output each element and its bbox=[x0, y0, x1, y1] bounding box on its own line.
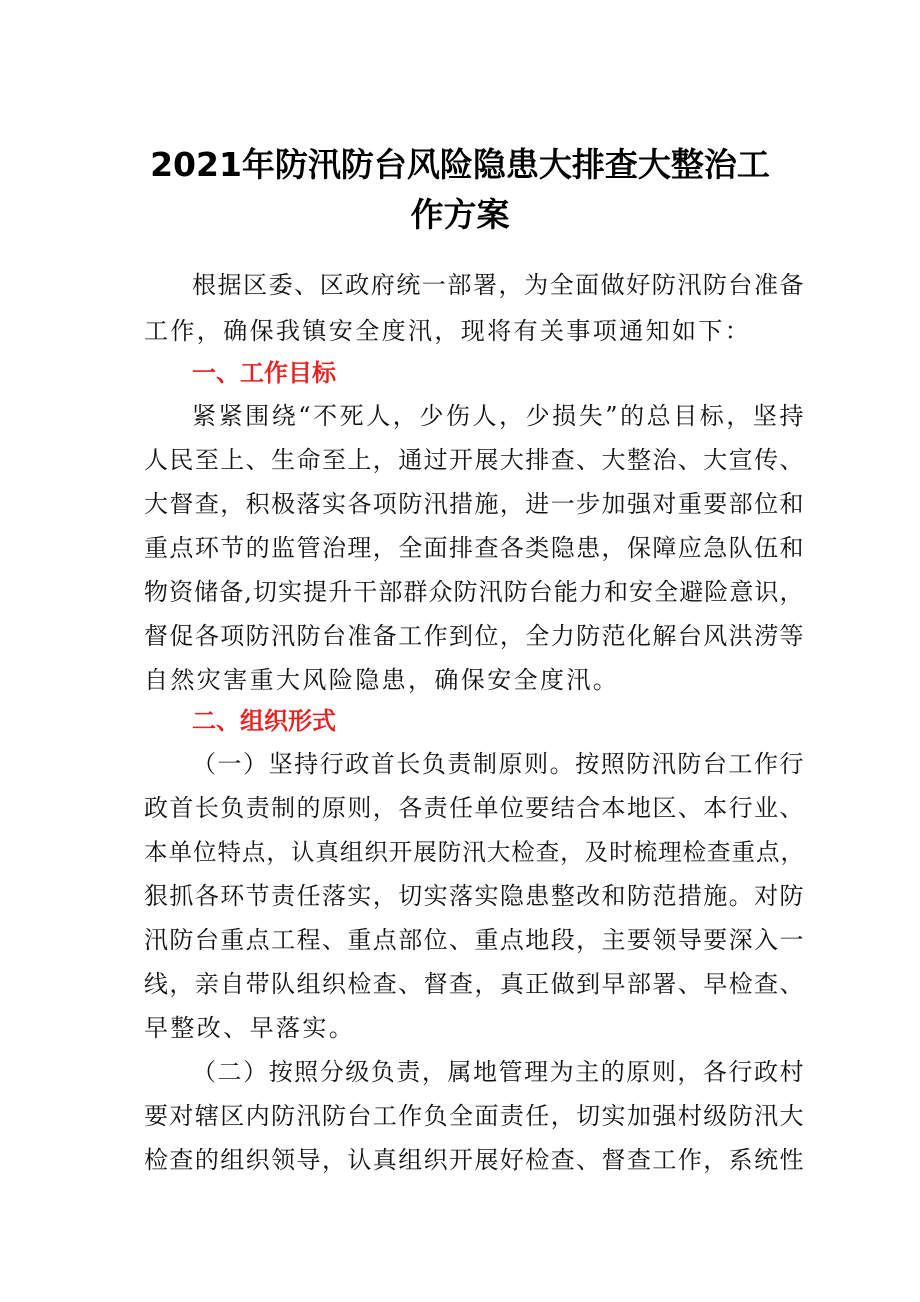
section-2-para-2-line-1: （二）按照分级负责，属地管理为主的原则，各行政村 bbox=[192, 1058, 804, 1086]
section-2-para-1-line-6: 线，亲自带队组织检查、督查，真正做到早部署、早检查、 bbox=[144, 970, 804, 998]
section-2-para-2-line-2: 要对辖区内防汛防台工作负全面责任，切实加强村级防汛大 bbox=[144, 1102, 804, 1130]
section-1-line-7: 自然灾害重大风险隐患，确保安全度汛。 bbox=[144, 666, 620, 694]
section-1-line-1: 紧紧围绕“不死人，少伤人，少损失”的总目标，坚持 bbox=[192, 402, 804, 430]
document-title-line-1: 2021年防汛防台风险隐患大排查大整治工 bbox=[150, 145, 770, 184]
section-2-para-1-line-3: 本单位特点，认真组织开展防汛大检查，及时梳理检查重点， bbox=[144, 838, 804, 866]
section-1-line-3: 大督查，积极落实各项防汛措施，进一步加强对重要部位和 bbox=[144, 490, 804, 518]
section-2-para-1-line-5: 汛防台重点工程、重点部位、重点地段，主要领导要深入一 bbox=[144, 926, 804, 954]
section-1-line-4: 重点环节的监管治理，全面排查各类隐患，保障应急队伍和 bbox=[144, 534, 804, 562]
section-2-para-1-line-2: 政首长负责制的原则，各责任单位要结合本地区、本行业、 bbox=[144, 794, 804, 822]
section-2-para-1-line-4: 狠抓各环节责任落实，切实落实隐患整改和防范措施。对防 bbox=[144, 882, 804, 910]
intro-line-2: 工作，确保我镇安全度汛，现将有关事项通知如下： bbox=[144, 317, 752, 345]
section-1-line-2: 人民至上、生命至上，通过开展大排查、大整治、大宣传、 bbox=[144, 446, 804, 474]
section-2-para-1-line-7: 早整改、早落实。 bbox=[144, 1014, 356, 1042]
document-title-line-2: 作方案 bbox=[410, 195, 510, 234]
section-1-heading: 一、工作目标 bbox=[192, 359, 336, 387]
section-2-para-2-line-3: 检查的组织领导，认真组织开展好检查、督查工作，系统性 bbox=[144, 1146, 804, 1174]
section-1-line-6: 督促各项防汛防台准备工作到位，全力防范化解台风洪涝等 bbox=[144, 622, 804, 650]
section-2-heading: 二、组织形式 bbox=[192, 707, 336, 735]
intro-line-1: 根据区委、区政府统一部署，为全面做好防汛防台准备 bbox=[192, 271, 804, 299]
section-1-line-5: 物资储备,切实提升干部群众防汛防台能力和安全避险意识， bbox=[144, 578, 804, 606]
section-2-para-1-line-1: （一）坚持行政首长负责制原则。按照防汛防台工作行 bbox=[192, 750, 804, 778]
